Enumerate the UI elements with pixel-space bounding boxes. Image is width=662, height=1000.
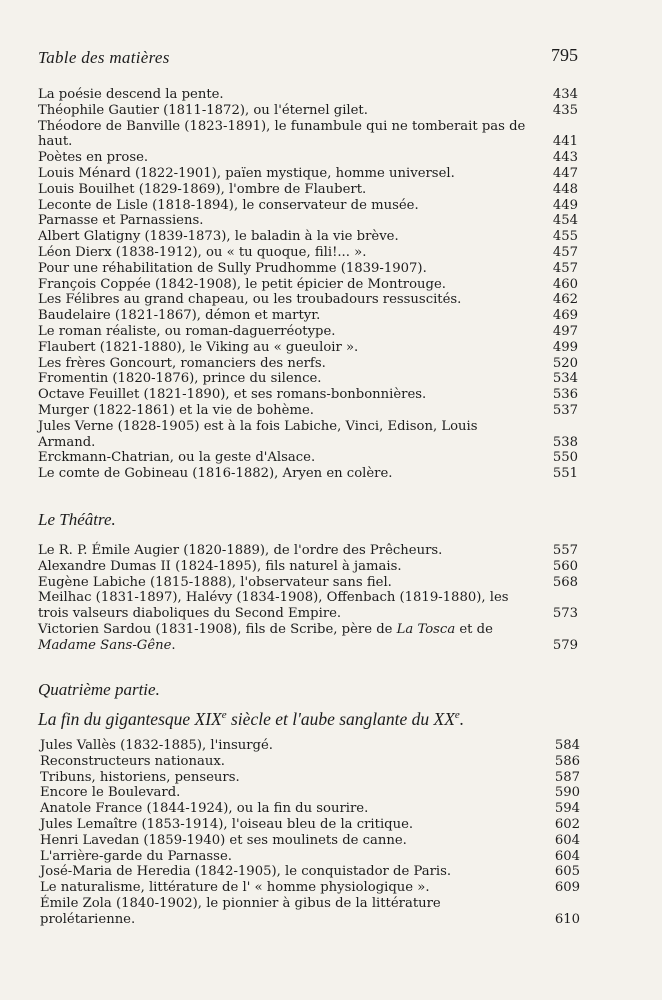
toc-entry xyxy=(40,817,580,833)
toc-entry xyxy=(40,770,580,786)
toc-entry xyxy=(38,261,578,277)
toc-entry xyxy=(38,622,578,654)
toc-entry xyxy=(38,308,578,324)
part-subheading-text: La fin du gigantesque XIXe siècle et l'aube sanglante du XXe. xyxy=(38,709,465,729)
toc-entry-title: Eugène Labiche (1815-1888), l'observateur sans fiel. xyxy=(38,574,392,590)
toc-entry xyxy=(40,896,580,928)
toc-entry-page: 538 xyxy=(552,434,578,450)
toc-entry-title: Théophile Gautier (1811-1872), ou l'éternel gilet. xyxy=(38,102,368,118)
toc-entry-page: 604 xyxy=(554,832,580,848)
toc-entry-title: Le naturalisme, littérature de l' « homme physiologique ». xyxy=(40,880,430,896)
toc-entry-title: Louis Bouilhet (1829-1869), l'ombre de Flaubert. xyxy=(38,181,367,197)
toc-entry-page: 497 xyxy=(552,323,578,339)
toc-entry-page: 455 xyxy=(552,229,578,245)
toc-entry-title-part: et de xyxy=(455,621,493,637)
toc-entry-page: 462 xyxy=(552,292,578,308)
toc-entry-title: Albert Glatigny (1839-1873), le baladin à la vie brève. xyxy=(38,229,399,245)
toc-entry-page: 460 xyxy=(552,276,578,292)
part-heading: Quatrième partie. xyxy=(38,680,160,699)
toc-entry xyxy=(38,277,578,293)
toc-entry-page: 537 xyxy=(552,402,578,418)
toc-entry-page: 584 xyxy=(554,738,580,753)
toc-entry xyxy=(38,575,578,591)
toc-entry-page: 579 xyxy=(552,637,578,653)
toc-entry-title: Anatole France (1844-1924), ou la fin du sourire. xyxy=(40,801,369,817)
toc-entry-title: Jules Vallès (1832-1885), l'insurgé. xyxy=(40,738,273,753)
toc-entry-page: 550 xyxy=(552,450,578,466)
toc-entry-page: 560 xyxy=(552,558,578,574)
toc-entry xyxy=(40,833,580,849)
toc-entry-title: Louis Ménard (1822-1901), païen mystique, homme universel. xyxy=(38,165,455,181)
toc-entry-title: Émile Zola (1840-1902), le pionnier à gibus de la littérature prolétarienne. xyxy=(40,895,441,927)
toc-entry xyxy=(38,198,578,214)
toc-section-part3 xyxy=(38,87,578,482)
toc-entry xyxy=(38,229,578,245)
toc-entry xyxy=(38,87,578,103)
toc-entry-title: Théodore de Banville (1823-1891), le funambule qui ne tomberait pas de haut. xyxy=(38,118,526,150)
toc-entry xyxy=(38,419,578,451)
toc-entry-title: Alexandre Dumas II (1824-1895), fils naturel à jamais. xyxy=(38,558,402,574)
toc-entry xyxy=(38,559,578,575)
toc-entry xyxy=(38,245,578,261)
toc-entry-title: Henri Lavedan (1859-1940) et ses moulinets de canne. xyxy=(40,832,407,848)
toc-entry-title: Meilhac (1831-1897), Halévy (1834-1908), Offenbach (1819-1880), les trois valseurs diaboliques du Second Empire. xyxy=(38,590,509,622)
toc-entry xyxy=(38,356,578,372)
toc-entry-page: 604 xyxy=(554,848,580,864)
toc-entry-page: 594 xyxy=(554,801,580,817)
page-number: 795 xyxy=(551,45,578,65)
toc-entry xyxy=(40,801,580,817)
toc-entry-title: Le comte de Gobineau (1816-1882), Aryen en colère. xyxy=(38,466,393,482)
toc-entry-page: 520 xyxy=(552,355,578,371)
toc-entry xyxy=(38,450,578,466)
toc-entry-page: 435 xyxy=(552,102,578,118)
toc-entry xyxy=(38,371,578,387)
toc-entry-title: Murger (1822-1861) et la vie de bohème. xyxy=(38,402,314,418)
page-header xyxy=(38,45,578,72)
toc-entry-page: 587 xyxy=(554,769,580,785)
toc-entry-title: Octave Feuillet (1821-1890), et ses romans-bonbonnières. xyxy=(38,387,427,403)
toc-entry-title: François Coppée (1842-1908), le petit épicier de Montrouge. xyxy=(38,276,446,292)
toc-entry xyxy=(40,738,580,754)
toc-entry xyxy=(38,213,578,229)
toc-entry-title-part: Madame Sans-Gêne xyxy=(38,637,172,653)
toc-entry xyxy=(38,324,578,340)
toc-entry-title: José-Maria de Heredia (1842-1905), le conquistador de Paris. xyxy=(40,864,452,880)
toc-entry-page: 449 xyxy=(552,197,578,213)
toc-entry-page: 557 xyxy=(552,543,578,558)
toc-entry-title: Parnasse et Parnassiens. xyxy=(38,213,204,229)
toc-entry xyxy=(40,849,580,865)
toc-entry-page: 586 xyxy=(554,753,580,769)
toc-entry-title: Pour une réhabilitation de Sully Prudhomme (1839-1907). xyxy=(38,260,427,276)
toc-entry-title-part: . xyxy=(171,637,176,653)
toc-entry-page: 454 xyxy=(552,213,578,229)
toc-entry xyxy=(38,340,578,356)
part-subheading xyxy=(38,709,464,730)
toc-entry-page: 441 xyxy=(552,134,578,150)
toc-entry-page: 447 xyxy=(552,165,578,181)
toc-entry-page: 469 xyxy=(552,308,578,324)
toc-entry-page: 499 xyxy=(552,339,578,355)
toc-entry-title: Fromentin (1820-1876), prince du silence. xyxy=(38,371,322,387)
toc-entry-page: 457 xyxy=(552,244,578,260)
toc-entry-page: 443 xyxy=(552,150,578,166)
toc-entry-page: 602 xyxy=(554,816,580,832)
toc-entry-title: Jules Lemaître (1853-1914), l'oiseau bleu de la critique. xyxy=(40,816,414,832)
toc-entry-page: 551 xyxy=(552,466,578,482)
toc-entry-title: Léon Dierx (1838-1912), ou « tu quoque, fili!... ». xyxy=(38,244,367,260)
toc-entry xyxy=(38,466,578,482)
toc-entry xyxy=(38,292,578,308)
toc-entry xyxy=(38,543,578,559)
toc-entry xyxy=(38,166,578,182)
running-title: Table des matières xyxy=(38,48,170,67)
toc-entry xyxy=(38,590,578,622)
toc-entry xyxy=(38,150,578,166)
toc-entry-title: Jules Verne (1828-1905) est à la fois Labiche, Vinci, Edison, Louis Armand. xyxy=(38,418,478,450)
toc-entry-title: Poètes en prose. xyxy=(38,150,149,166)
toc-entry-title: Leconte de Lisle (1818-1894), le conservateur de musée. xyxy=(38,197,419,213)
toc-entry xyxy=(38,119,578,151)
toc-entry-page: 610 xyxy=(554,911,580,927)
toc-entry xyxy=(40,864,580,880)
toc-entry-title: Flaubert (1821-1880), le Viking au « gueuloir ». xyxy=(38,339,359,355)
toc-entry-title: Les Félibres au grand chapeau, ou les troubadours ressuscités. xyxy=(38,292,462,308)
toc-entry-title: Le roman réaliste, ou roman-daguerréotype. xyxy=(38,323,336,339)
toc-entry-page: 609 xyxy=(554,880,580,896)
toc-entry-title: Baudelaire (1821-1867), démon et martyr. xyxy=(38,308,321,324)
toc-entry-title: Reconstructeurs nationaux. xyxy=(40,753,225,769)
toc-entry-title-part: Victorien Sardou (1831-1908), fils de Scribe, père de xyxy=(38,621,397,637)
toc-entry-page: 605 xyxy=(554,864,580,880)
toc-entry xyxy=(38,103,578,119)
toc-section-part4 xyxy=(40,738,580,928)
toc-entry-page: 457 xyxy=(552,260,578,276)
toc-entry-title xyxy=(38,622,534,654)
toc-entry xyxy=(40,880,580,896)
toc-entry-title: Erckmann-Chatrian, ou la geste d'Alsace. xyxy=(38,450,316,466)
toc-entry xyxy=(38,387,578,403)
toc-entry-page: 590 xyxy=(554,785,580,801)
toc-entry xyxy=(40,754,580,770)
toc-entry-page: 534 xyxy=(552,371,578,387)
toc-entry-title-part: La Tosca xyxy=(396,621,456,637)
toc-entry-page: 568 xyxy=(552,574,578,590)
toc-entry-title: Encore le Boulevard. xyxy=(40,785,181,801)
toc-section-theatre xyxy=(38,543,578,654)
toc-entry-page: 573 xyxy=(552,606,578,622)
toc-entry-page: 536 xyxy=(552,387,578,403)
toc-entry xyxy=(38,182,578,198)
toc-entry xyxy=(38,403,578,419)
toc-entry-title: Tribuns, historiens, penseurs. xyxy=(40,769,240,785)
toc-entry-title: L'arrière-garde du Parnasse. xyxy=(40,848,232,864)
toc-entry-title: Le R. P. Émile Augier (1820-1889), de l'ordre des Prêcheurs. xyxy=(38,543,443,558)
toc-entry xyxy=(40,785,580,801)
section-heading-theatre: Le Théâtre. xyxy=(38,510,116,529)
toc-entry-title: Les frères Goncourt, romanciers des nerfs. xyxy=(38,355,326,371)
toc-entry-page: 448 xyxy=(552,181,578,197)
toc-entry-page: 434 xyxy=(552,87,578,102)
toc-entry-title: La poésie descend la pente. xyxy=(38,87,224,102)
